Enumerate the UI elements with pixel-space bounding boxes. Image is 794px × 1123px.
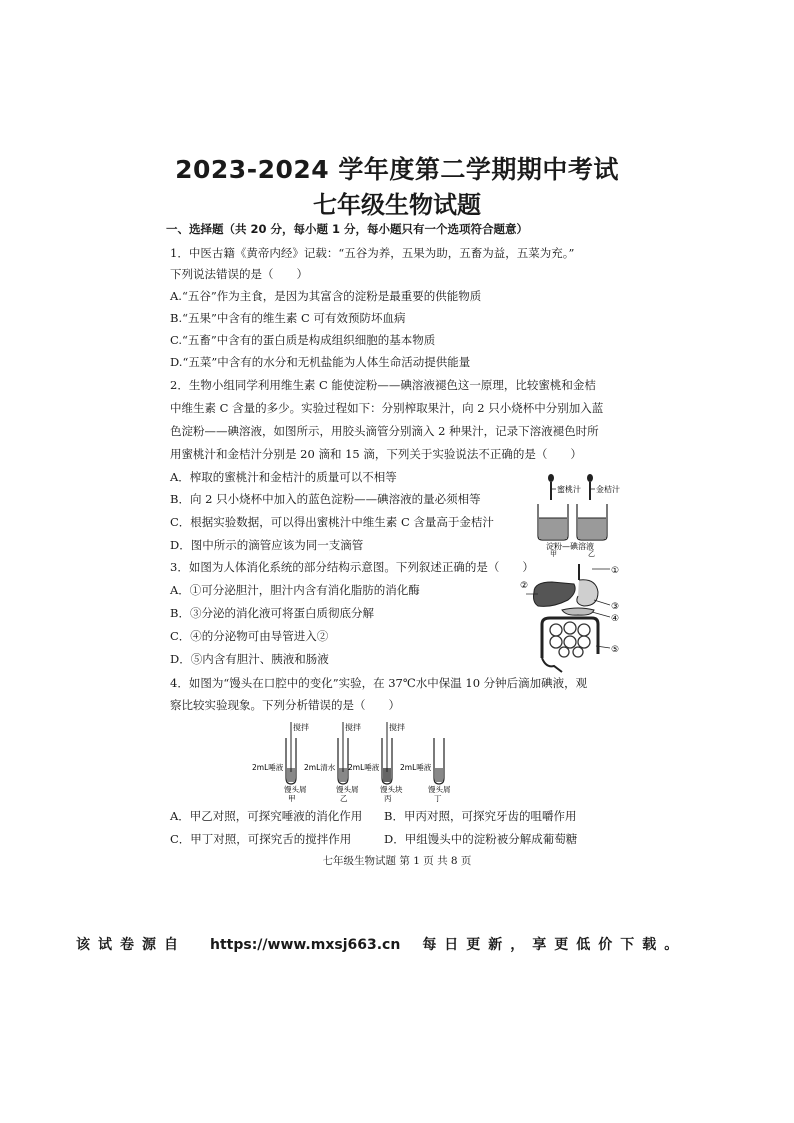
banner-suffix: 每日更新，享更低价下载。: [422, 937, 687, 953]
q1-stem-line2: 下列说法错误的是（ ）: [170, 267, 308, 281]
q3-stem: 3．如图为人体消化系统的部分结构示意图。下列叙述正确的是（ ）: [170, 560, 534, 574]
q2-beaker-figure: [528, 470, 638, 556]
q2-stem-line2: 中维生素 C 含量的多少。实验过程如下：分别榨取果汁，向 2 只小烧杯中分别加入蓝: [170, 401, 604, 415]
q4-option-d: D．甲组馒头中的淀粉被分解成葡萄糖: [384, 832, 578, 846]
test-tube-ding-icon: [434, 738, 444, 784]
q3-option-a: A．①可分泌胆汁，胆汁内含有消化脂肪的消化酶: [170, 583, 420, 597]
exam-title: 2023-2024 学年度第二学期期中考试: [175, 155, 619, 184]
source-banner: [76, 934, 736, 954]
label-yi: 乙: [588, 550, 595, 558]
section-heading: 一、选择题（共 20 分，每小题 1 分，每小题只有一个选项符合题意）: [166, 222, 529, 236]
liver-icon: [534, 582, 576, 606]
banner-link[interactable]: https://www.mxsj663.cn: [210, 937, 401, 953]
q2-stem-line3: 色淀粉——碘溶液，如图所示，用胶头滴管分别滴入 2 种果汁，记录下溶液褪色时所: [170, 424, 599, 438]
q2-option-d: D．图中所示的滴管应该为同一支滴管: [170, 538, 364, 552]
q1-option-c: C.“五畜”中含有的蛋白质是构成组织细胞的基本物质: [170, 333, 436, 347]
beaker-right-icon: [577, 504, 607, 540]
q3-option-d: D．⑤内含有胆汁、胰液和肠液: [170, 652, 329, 666]
q4-option-b: B．甲丙对照，可探究牙齿的咀嚼作用: [384, 809, 577, 823]
liquid-label-4: 2mL唾液: [400, 763, 432, 772]
q4-test-tube-figure: [248, 720, 458, 802]
banner-prefix: 该试卷源自: [76, 937, 186, 953]
q1-option-d: D.“五菜”中含有的水分和无机盐能为人体生命活动提供能量: [170, 355, 471, 369]
tube-name-3: 丙: [384, 794, 392, 803]
q1-stem-line1: 1．中医古籍《黄帝内经》记载：“五谷为养，五果为助，五畜为益，五菜为充。”: [170, 246, 575, 260]
q4-option-c: C．甲丁对照，可探究舌的搅拌作用: [170, 832, 352, 846]
marker-2: ②: [520, 581, 529, 591]
label-kumquat-juice: 金桔汁: [596, 485, 620, 494]
marker-4: ④: [611, 614, 620, 624]
q3-digestive-figure: [522, 562, 622, 674]
label-starch-iodine: 淀粉—碘溶液: [546, 542, 594, 551]
food-label-2: 馒头屑: [336, 785, 359, 794]
pancreas-icon: [562, 608, 594, 615]
dropper-right-icon: [587, 474, 593, 500]
dropper-left-icon: [548, 474, 554, 500]
q2-stem-line4: 用蜜桃汁和金桔汁分别是 20 滴和 15 滴，下列关于实验说法不正确的是（ ）: [170, 447, 582, 461]
q2-option-c: C．根据实验数据，可以得出蜜桃汁中维生素 C 含量高于金桔汁: [170, 515, 494, 529]
tube-name-2: 乙: [340, 794, 348, 803]
exam-subtitle: 七年级生物试题: [313, 191, 481, 219]
q2-stem-line1: 2．生物小组同学利用维生素 C 能使淀粉——碘溶液褪色这一原理，比较蜜桃和金桔: [170, 378, 596, 392]
q1-option-b: B.“五果”中含有的维生素 C 可有效预防坏血病: [170, 311, 406, 325]
q4-stem-line1: 4．如图为“馒头在口腔中的变化”实验，在 37℃水中保温 10 分钟后滴加碘液，观: [170, 676, 588, 690]
marker-5: ⑤: [611, 645, 620, 655]
stir-label-2: 搅拌: [345, 723, 361, 732]
q2-option-a: A．榨取的蜜桃汁和金桔汁的质量可以不相等: [170, 470, 397, 484]
food-label-4: 馒头屑: [428, 785, 451, 794]
q3-option-b: B．③分泌的消化液可将蛋白质彻底分解: [170, 606, 374, 620]
marker-1: ①: [611, 566, 620, 576]
q1-option-a: A.“五谷”作为主食，是因为其富含的淀粉是最重要的供能物质: [170, 289, 482, 303]
q2-option-b: B．向 2 只小烧杯中加入的蓝色淀粉——碘溶液的量必须相等: [170, 492, 481, 506]
q4-stem-line2: 察比较实验现象。下列分析错误的是（ ）: [170, 698, 400, 712]
small-intestine-icon: [550, 622, 590, 657]
stir-label-3: 搅拌: [389, 723, 405, 732]
label-peach-juice: 蜜桃汁: [557, 485, 581, 494]
liquid-label-2: 2mL清水: [304, 763, 336, 772]
food-label-1: 馒头屑: [284, 785, 307, 794]
food-label-3: 馒头块: [380, 785, 403, 794]
tube-name-1: 甲: [288, 794, 296, 803]
stomach-icon: [577, 580, 598, 606]
label-jia: 甲: [550, 550, 557, 558]
beaker-left-icon: [538, 504, 568, 540]
tube-name-4: 丁: [434, 794, 442, 803]
page-footer: 七年级生物试题 第 1 页 共 8 页: [322, 855, 472, 867]
large-intestine-icon: [542, 618, 598, 658]
q3-option-c: C．④的分泌物可由导管进入②: [170, 629, 329, 643]
liquid-label-1: 2mL唾液: [252, 763, 284, 772]
q4-option-a: A．甲乙对照，可探究唾液的消化作用: [170, 809, 363, 823]
stir-label-1: 搅拌: [293, 723, 309, 732]
marker-3: ③: [611, 602, 620, 612]
liquid-label-3: 2mL唾液: [348, 763, 380, 772]
